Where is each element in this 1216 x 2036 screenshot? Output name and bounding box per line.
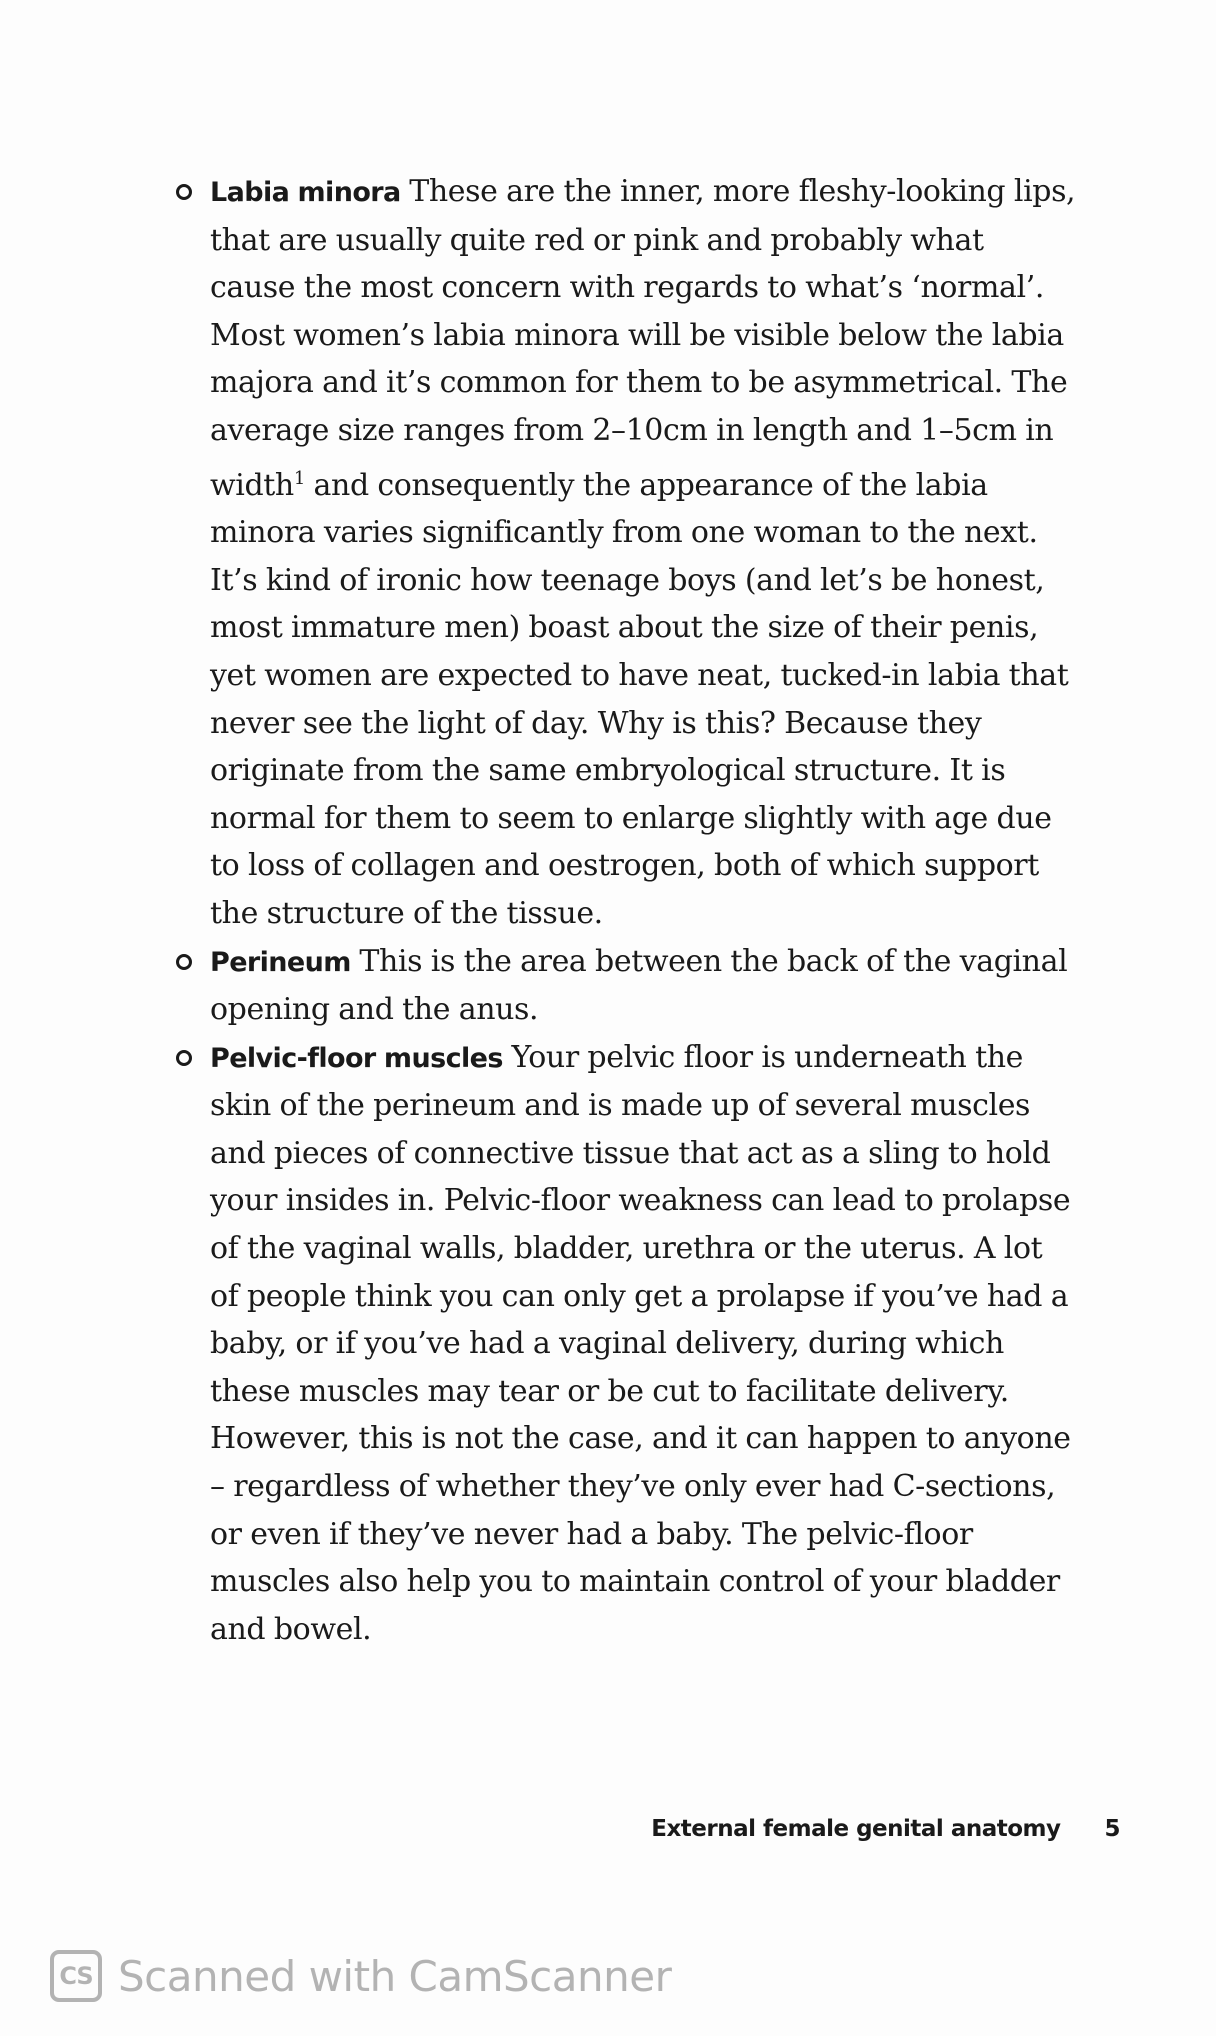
page-footer [651, 1816, 1120, 1842]
bullet-circle-icon [176, 954, 192, 970]
body-text: and consequently the appearance of the labia minora varies significantly from one woman to the next. It’s kind of ironic how teenage boys (and let’s be honest, most immature men) boast about the size of their penis, yet women are expected to have neat, tucked-in labia that never see the light of day. Why is this? Because they originate from the same embryological structure. It is normal for them to seem to enlarge slightly with age due to loss of collagen and oestrogen, both of which support the structure of the tissue. [210, 467, 1069, 931]
camscanner-logo-icon: CS [50, 1950, 102, 2002]
term-heading: Pelvic-floor muscles [210, 1042, 503, 1074]
bullet-item-pelvic-floor [176, 1034, 1076, 1654]
body-text: These are the inner, more fleshy-looking lips, that are usually quite red or pink and probably what cause the most concern with regards to what’s ‘normal’. Most women’s labia minora will be visible below the labia majora and it’s common for them to be asymmetrical. The average size ranges from 2–10cm in length and 1–5cm in width [210, 174, 1076, 503]
term-heading: Perineum [210, 946, 351, 978]
footnote-ref: 1 [293, 467, 305, 489]
bullet-circle-icon [176, 184, 192, 200]
bullet-circle-icon [176, 1050, 192, 1066]
body-text: This is the area between the back of the vaginal opening and the anus. [210, 943, 1068, 1028]
running-head: External female genital anatomy [651, 1816, 1061, 1842]
watermark-text: Scanned with CamScanner [118, 1951, 672, 2001]
camscanner-watermark [50, 1950, 671, 2002]
page-number: 5 [1104, 1816, 1120, 1842]
bullet-item-labia-minora [176, 168, 1076, 938]
bullet-item-perineum [176, 938, 1076, 1034]
body-text: Your pelvic floor is underneath the skin of the perineum and is made up of several muscles and pieces of connective tissue that act as a sling to hold your insides in. Pelvic-floor weakness can lead to prolapse of the vaginal walls, bladder, urethra or the uterus. A lot of people think you can only get a prolapse if you’ve had a baby, or if you’ve had a vaginal delivery, during which these muscles may tear or be cut to facilitate delivery. However, this is not the case, and it can happen to anyone – regardless of whether they’ve only ever had C-sections, or even if they’ve never had a baby. The pelvic-floor muscles also help you to maintain control of your bladder and bowel. [210, 1039, 1071, 1647]
term-heading: Labia minora [210, 177, 401, 208]
bullet-list [176, 168, 1076, 1653]
